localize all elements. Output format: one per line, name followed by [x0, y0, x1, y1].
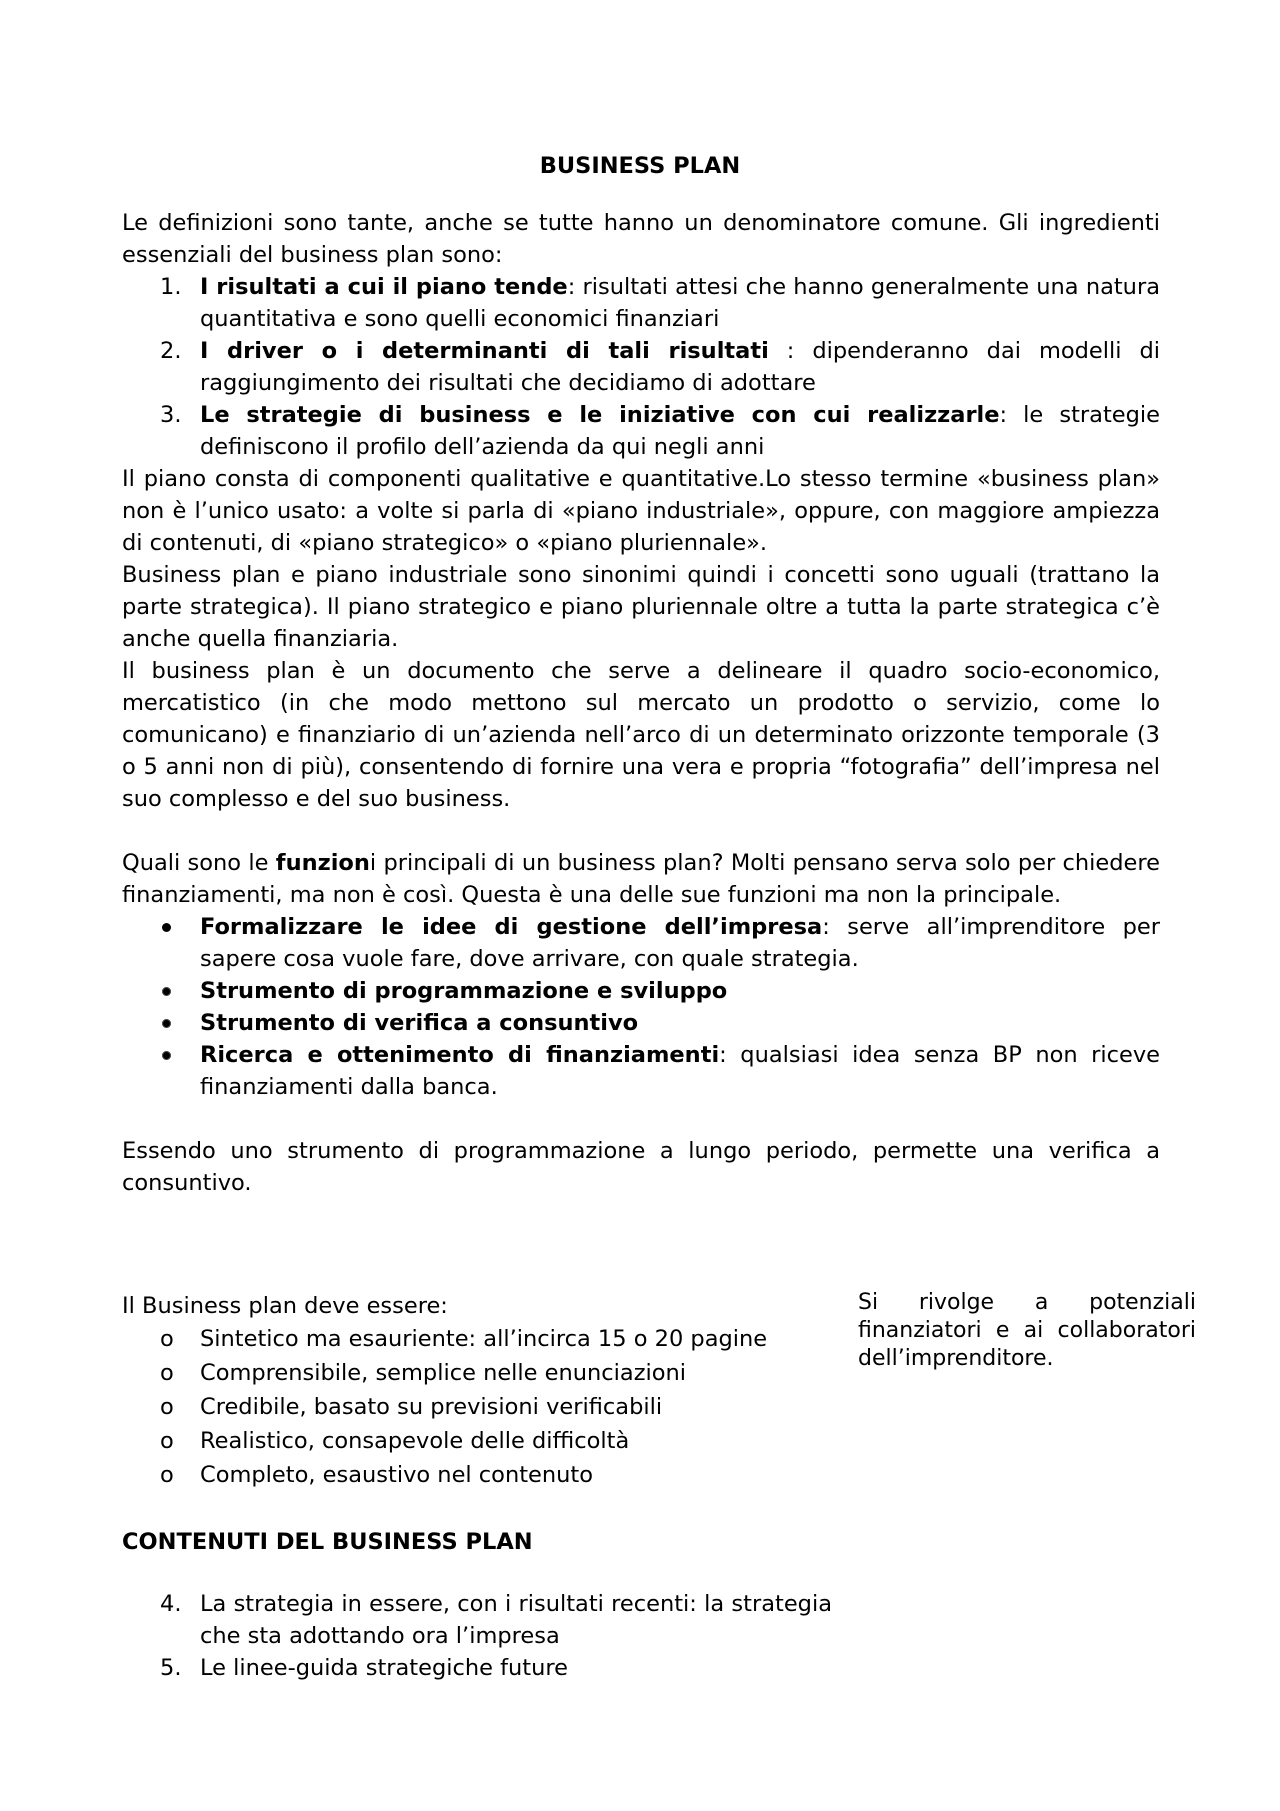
list-item-bold: I risultati a cui il piano tende: [200, 274, 568, 300]
list-item: Ricerca e ottenimento di finanziamenti: qualsiasi idea senza BP non riceve finanziamenti dalla banca.: [122, 1039, 1160, 1103]
functions-list: [122, 911, 1160, 1103]
bullet-icon: o: [160, 1360, 174, 1386]
document-title: BUSINESS PLAN: [539, 153, 741, 179]
body-section-2: [122, 1290, 832, 1684]
list-item-text: : dipenderanno dai modelli di raggiungimento dei risultati che decidiamo di adottare: [200, 338, 1160, 396]
requisiti-intro: Il Business plan deve essere:: [122, 1293, 448, 1319]
list-number: 4.: [160, 1591, 182, 1617]
list-item-bold: I driver o i determinanti di tali risultati: [200, 338, 769, 364]
bullet-icon: o: [160, 1428, 174, 1454]
bullet-icon: [162, 1019, 171, 1028]
list-item: [122, 335, 1160, 399]
list-number: 1.: [160, 274, 182, 300]
intro-paragraph: Le definizioni sono tante, anche se tutte hanno un denominatore comune. Gli ingredienti essenziali del business plan sono:: [122, 210, 1160, 268]
list-number: 5.: [160, 1655, 182, 1681]
paragraph-sinonimi: Business plan e piano industriale sono sinonimi quindi i concetti sono uguali (trattano la parte strategica). Il piano strategico e piano pluriennale oltre a tutta la parte strategica c’è anche quella finanziaria.: [122, 562, 1160, 652]
list-item: 4. La strategia in essere, con i risultati recenti: la strategia che sta adottando ora l’impresa: [122, 1588, 832, 1652]
paragraph-verifica: Essendo uno strumento di programmazione a lungo periodo, permette una verifica a consuntivo.: [122, 1138, 1160, 1196]
list-number: 3.: [160, 402, 182, 428]
list-item: o Credibile, basato su previsioni verificabili: [122, 1390, 832, 1424]
list-item: o Completo, esaustivo nel contenuto: [122, 1458, 832, 1492]
bullet-icon: o: [160, 1462, 174, 1488]
list-item: Formalizzare le idee di gestione dell’impresa: serve all’imprenditore per sapere cosa vuole fare, dove arrivare, con quale strategia.: [122, 911, 1160, 975]
body-section-1: [122, 207, 1160, 1199]
paragraph-funzioni: Quali sono le funzioni principali di un business plan? Molti pensano serva solo per chiedere finanziamenti, ma non è così. Questa è una delle sue funzioni ma non la principale.: [122, 850, 1161, 908]
bullet-icon: [162, 1051, 171, 1060]
list-number: 2.: [160, 338, 182, 364]
list-item: Strumento di programmazione e sviluppo: [122, 975, 1160, 1007]
ingredients-list: [122, 271, 1160, 463]
list-item: 5. Le linee-guida strategiche future: [122, 1652, 832, 1684]
list-item: [122, 399, 1160, 463]
section-heading: CONTENUTI DEL BUSINESS PLAN: [122, 1529, 533, 1555]
list-item-text: : risultati attesi che hanno generalmente una natura quantitativa e sono quelli economici finanziari: [200, 274, 1160, 332]
bullet-icon: o: [160, 1326, 174, 1352]
side-note: Si rivolge a potenziali finanziatori e ai collaboratori dell’imprenditore.: [858, 1290, 1196, 1371]
paragraph-piano: Il piano consta di componenti qualitative e quantitative.Lo stesso termine «business plan» non è l’unico usato: a volte si parla di «piano industriale», oppure, con maggiore ampiezza di contenuti, di «piano strategico» o «piano pluriennale».: [122, 466, 1160, 556]
list-item-text: : le strategie definiscono il profilo dell’azienda da qui negli anni: [200, 402, 1160, 460]
list-item-bold: Le strategie di business e le iniziative con cui realizzarle: [200, 402, 1000, 428]
contenuti-list: [122, 1588, 832, 1684]
funzioni-bold: funzion: [275, 850, 370, 876]
list-item: o Sintetico ma esauriente: all’incirca 15 o 20 pagine: [122, 1322, 832, 1356]
list-item: [122, 271, 1160, 335]
list-item: o Comprensibile, semplice nelle enunciazioni: [122, 1356, 832, 1390]
bullet-icon: [162, 923, 171, 932]
bullet-icon: [162, 987, 171, 996]
paragraph-documento: Il business plan è un documento che serve a delineare il quadro socio-economico, mercatistico (in che modo mettono sul mercato un prodotto o servizio, come lo comunicano) e finanziario di un’azienda nell’arco di un determinato orizzonte temporale (3 o 5 anni non di più), consentendo di fornire una vera e propria “fotografia” dell’impresa nel suo complesso e del suo business.: [122, 658, 1160, 812]
list-item: Strumento di verifica a consuntivo: [122, 1007, 1160, 1039]
bullet-icon: o: [160, 1394, 174, 1420]
requisiti-list: [122, 1322, 832, 1492]
list-item: o Realistico, consapevole delle difficoltà: [122, 1424, 832, 1458]
